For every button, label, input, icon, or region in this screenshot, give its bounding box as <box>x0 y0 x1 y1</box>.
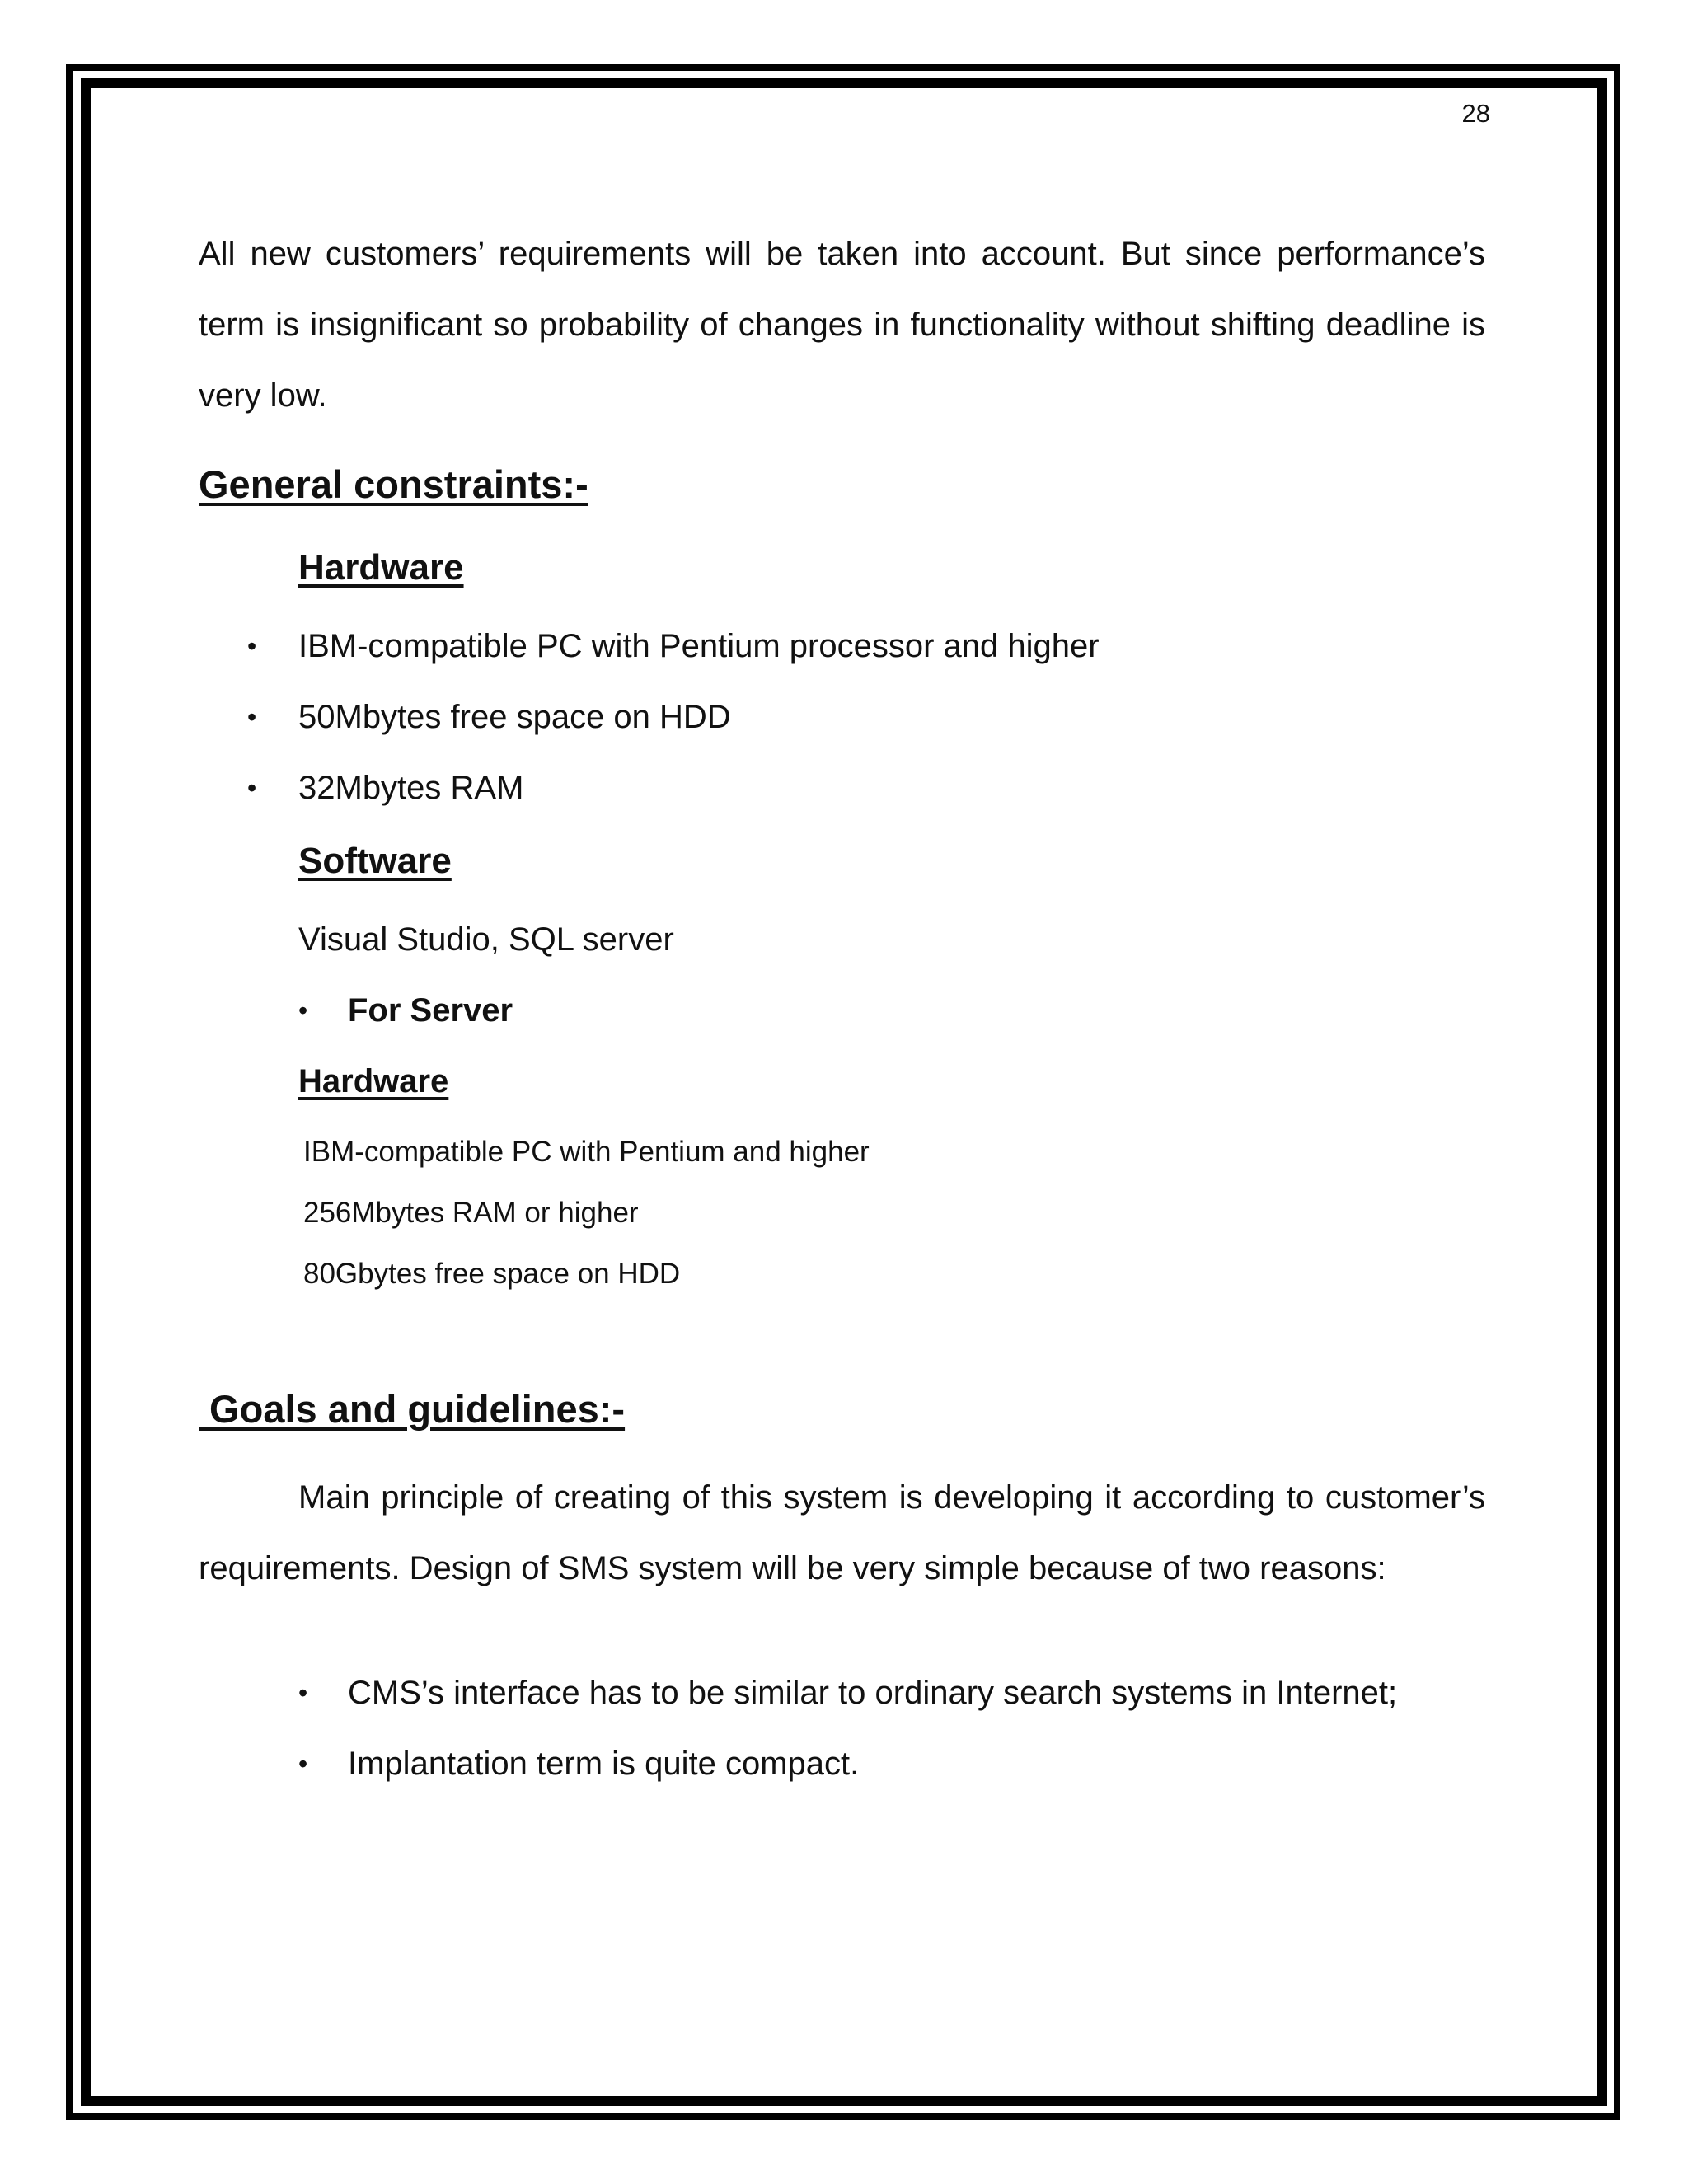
bullet-icon: • <box>298 996 308 1025</box>
page-number: 28 <box>1461 99 1490 128</box>
server-label: For Server <box>348 992 513 1029</box>
list-item-text: 32Mbytes RAM <box>298 770 524 806</box>
bullet-icon: • <box>247 773 257 803</box>
server-hardware-item: IBM-compatible PC with Pentium and higher <box>303 1136 870 1168</box>
list-item-text: Implantation term is quite compact. <box>348 1746 860 1782</box>
client-hardware-title: Hardware <box>298 547 464 588</box>
server-hardware-title: Hardware <box>298 1063 449 1099</box>
list-item-text: IBM-compatible PC with Pentium processor and higher <box>298 628 1100 664</box>
goals-paragraph <box>199 1462 1485 1604</box>
list-item-text: CMS’s interface has to be similar to ordinary search systems in Internet; <box>348 1675 1398 1711</box>
goals-heading: Goals and guidelines:- <box>199 1387 626 1431</box>
software-title: Software <box>298 841 452 881</box>
software-text: Visual Studio, SQL server <box>298 921 674 958</box>
bullet-icon: • <box>298 1678 308 1708</box>
intro-paragraph: All new customers’ requirements will be taken into account. But since performance’s term is insignificant so probability of changes in functionality without shifting deadline is very low. <box>199 236 1485 414</box>
bullet-icon: • <box>298 1749 308 1779</box>
general-constraints-heading: General constraints:- <box>199 462 588 506</box>
server-hardware-item: 256Mbytes RAM or higher <box>303 1197 639 1229</box>
list-item-text: 50Mbytes free space on HDD <box>298 699 731 735</box>
server-hardware-item: 80Gbytes free space on HDD <box>303 1258 681 1290</box>
goals-paragraph-text: Main principle of creating of this system is developing it according to customer’s requirements. Design of SMS system will be very simple because of two reasons: <box>199 1479 1485 1586</box>
bullet-icon: • <box>247 631 257 661</box>
bullet-icon: • <box>247 702 257 732</box>
